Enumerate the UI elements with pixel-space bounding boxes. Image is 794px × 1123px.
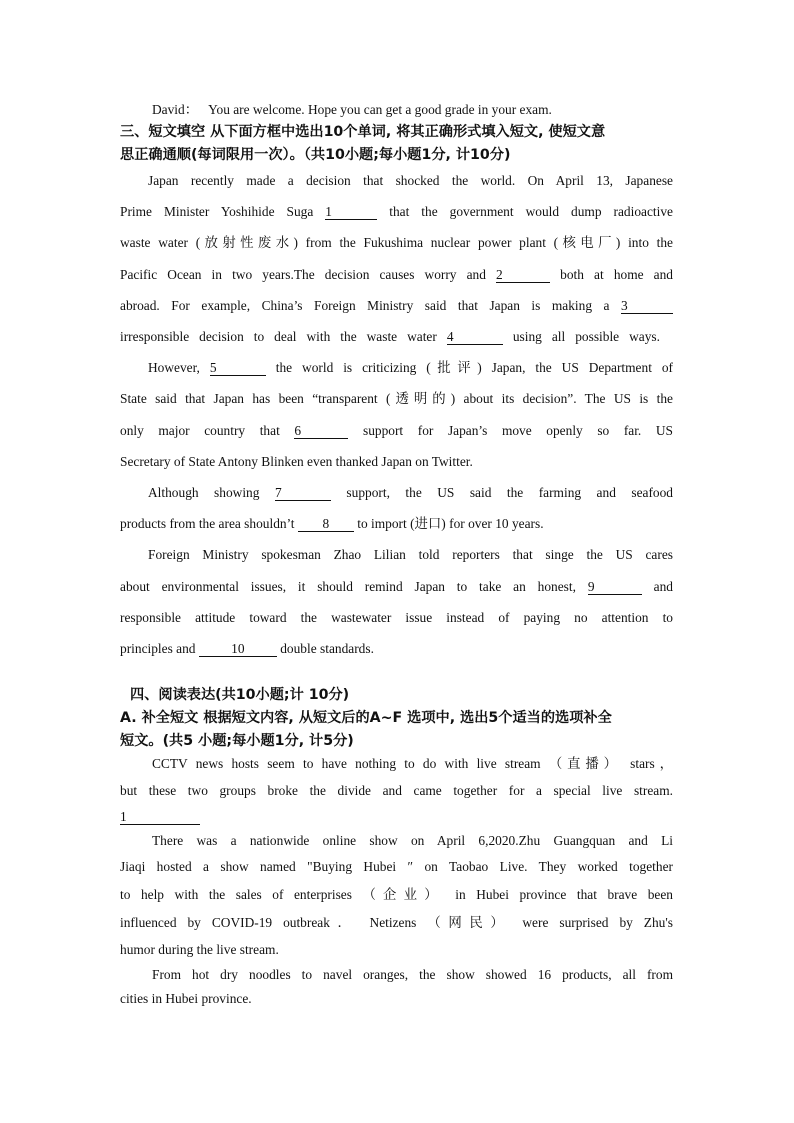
passage3-p1-line3: waste water (放射性废水) from the Fukushima nuclear power plant (核电厂) into the (120, 235, 673, 250)
passageA-p1-line1: CCTV news hosts seem to have nothing to do with live stream （直播） stars， (152, 756, 673, 771)
passage3-p1-line6: irresponsible decision to deal with the waste water 4 using all possible ways. (120, 329, 660, 344)
passage3-p2-line2: State said that Japan has been “transparent (透明的) about its decision”. The US is the (120, 391, 673, 406)
passage3-p4-line3: responsible attitude toward the wastewater issue instead of paying no attention to (120, 610, 673, 625)
passageA-p2-line4: influenced by COVID-19 outbreak． Netizens （网民） were surprised by Zhu's (120, 915, 673, 930)
intro-line (152, 101, 705, 119)
section4-sub-line1: A. 补全短文 根据短文内容, 从短文后的A~F 选项中, 选出5个适当的选项补全 (120, 710, 612, 726)
passage3-p2-line4: Secretary of State Antony Blinken even thanked Japan on Twitter. (120, 454, 473, 469)
passage3-p3-line1: Although showing 7 support, the US said the farming and seafood (148, 485, 673, 500)
section3-heading-line2: 思正确通顺(每词限用一次）。（共10小题;每小题1分, 计10分) (120, 147, 511, 163)
passage3-p1-line5: abroad. For example, China’s Foreign Ministry said that Japan is making a 3 (120, 297, 673, 315)
blank-2[interactable]: 2 (496, 268, 550, 283)
blank-1[interactable]: 1 (325, 205, 377, 220)
blank-3[interactable]: 3 (621, 299, 673, 314)
intro-text: You are welcome. Hope you can get a good grade in your exam. (208, 102, 552, 117)
passage3-p2-line1: However, 5 the world is criticizing (批评) Japan, the US Department of (148, 360, 673, 375)
passage3-p3-line2: products from the area shouldn’t 8 to import (进口) for over 10 years. (120, 516, 544, 531)
passageA-p1-line2: but these two groups broke the divide and came together for a special live stream. (120, 783, 673, 798)
passageA-blank-line (120, 808, 673, 826)
passageA-p2-line1: There was a nationwide online show on April 6,2020.Zhu Guangquan and Li (152, 833, 673, 848)
blank-6[interactable]: 6 (294, 424, 348, 439)
passageA-p2-line2: Jiaqi hosted a show named "Buying Hubei ″ on Taobao Live. They worked together (120, 859, 673, 874)
passage3-p4-line1: Foreign Ministry spokesman Zhao Lilian told reporters that singe the US cares (148, 547, 673, 562)
blank-8[interactable]: 8 (298, 517, 354, 532)
passage3-p1-line1: Japan recently made a decision that shocked the world. On April 13, Japanese (148, 173, 673, 188)
passage3-p4-line2: about environmental issues, it should remind Japan to take an honest, 9 and (120, 579, 673, 594)
blank-10[interactable]: 10 (199, 642, 277, 657)
section4-sub-line2: 短文。(共5 小题;每小题1分, 计5分) (120, 733, 354, 749)
blank-4[interactable]: 4 (447, 330, 503, 345)
blank-9[interactable]: 9 (588, 580, 642, 595)
passageA-p2-line5: humor during the live stream. (120, 942, 279, 957)
passage3-p1-line2: Prime Minister Yoshihide Suga 1 that the government would dump radioactive (120, 204, 673, 219)
passageA-p3-line2: cities in Hubei province. (120, 991, 252, 1006)
section3-heading-line1: 三、短文填空 从下面方框中选出10个单词, 将其正确形式填入短文, 使短文意 (120, 124, 606, 140)
blank-5[interactable]: 5 (210, 361, 266, 376)
section4-heading: 四、阅读表达(共10小题;计 10分) (130, 687, 350, 703)
passageA-p2-line3: to help with the sales of enterprises （企业） in Hubei province that brave been (120, 887, 673, 902)
blank-7[interactable]: 7 (275, 486, 331, 501)
passageA-blank-1[interactable]: 1 (120, 810, 200, 825)
passage3-p1-line4: Pacific Ocean in two years.The decision causes worry and 2 both at home and (120, 267, 673, 282)
passage3-p2-line3: only major country that 6 support for Japan’s move openly so far. US (120, 423, 673, 438)
passageA-p3-line1: From hot dry noodles to navel oranges, the show showed 16 products, all from (152, 967, 673, 982)
passage3-p4-line4: principles and 10 double standards. (120, 641, 374, 656)
speaker-name: David： (152, 102, 199, 117)
